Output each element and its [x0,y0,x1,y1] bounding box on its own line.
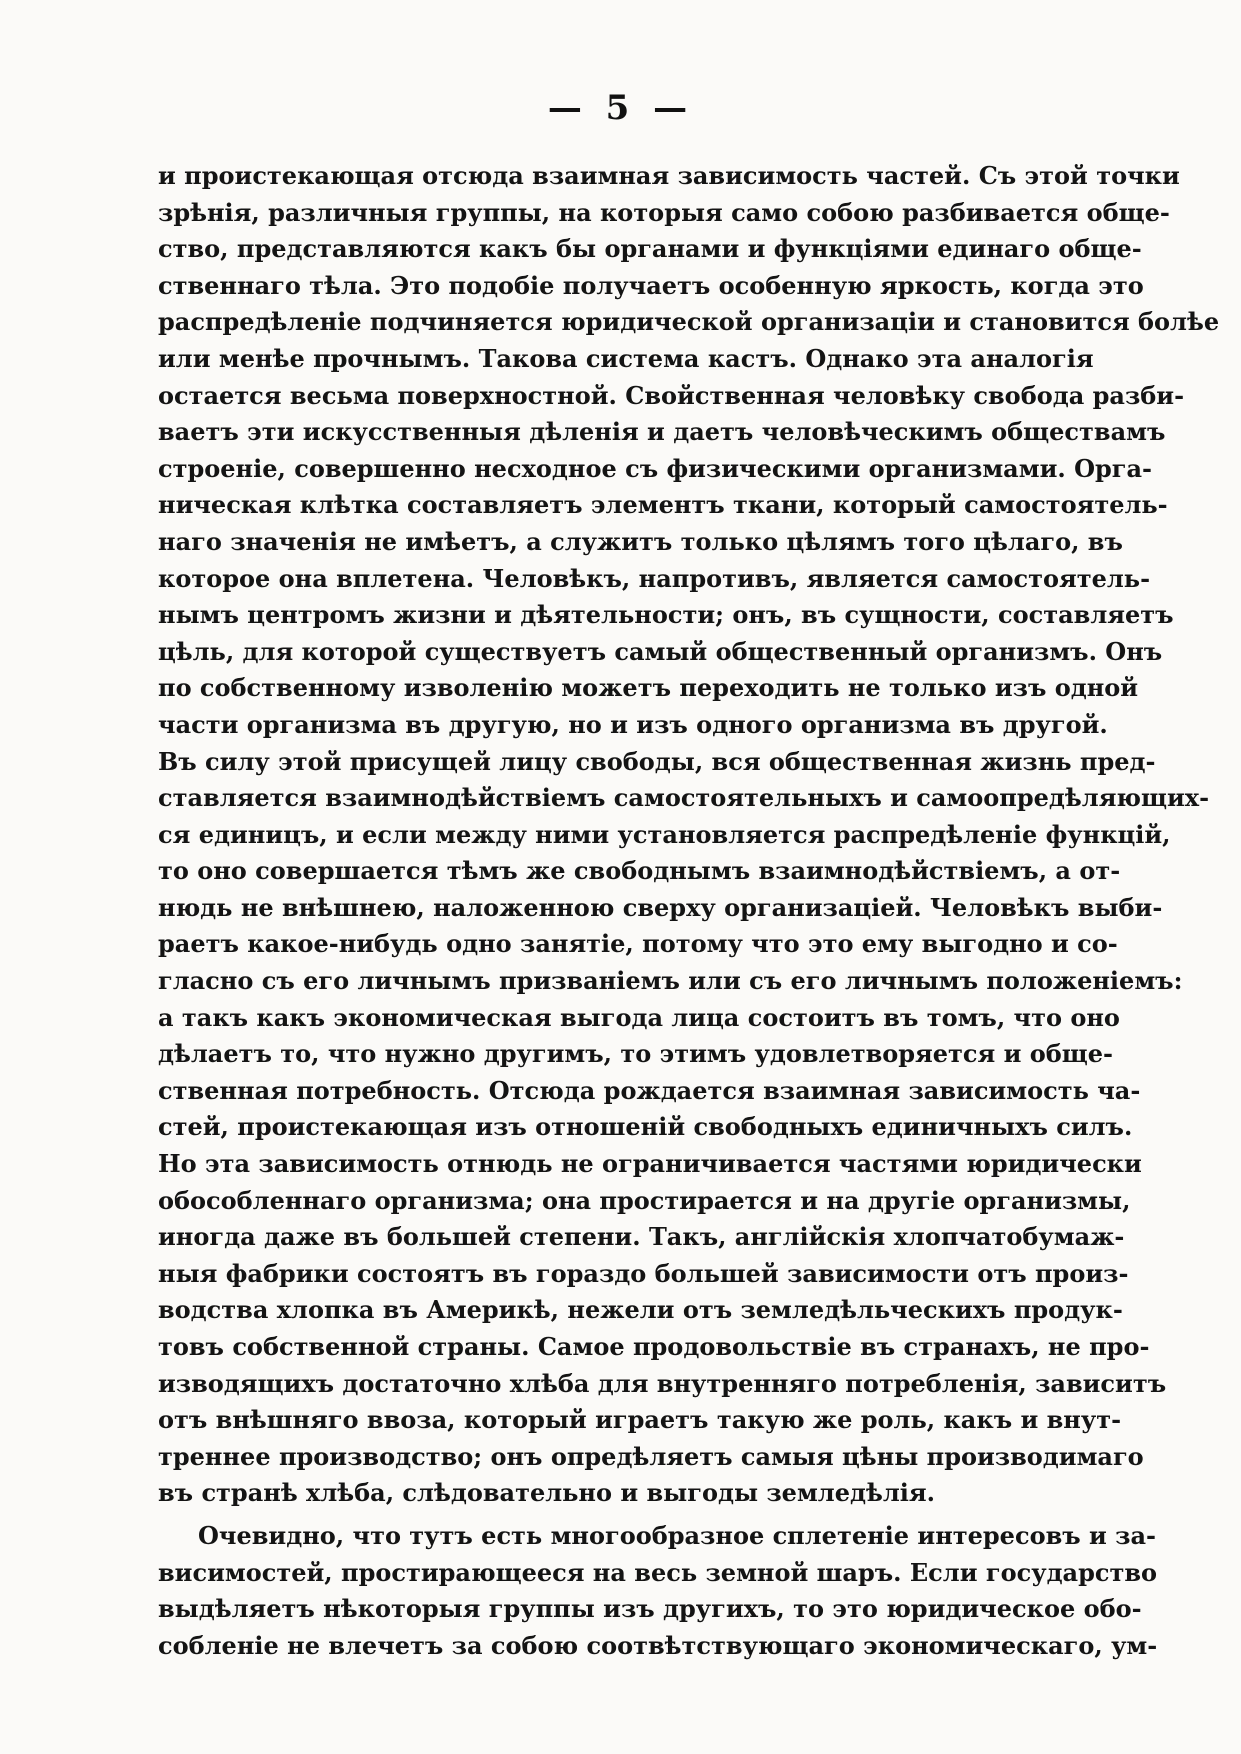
text-line: иногда даже въ большей степени. Такъ, англійскія хлопчатобумаж- [158,1222,1125,1252]
text-line: Очевидно, что тутъ есть многообразное сплетеніе интересовъ и за- [198,1520,1156,1550]
text-line: остается весьма поверхностной. Свойственная человѣку свобода разби- [158,380,1185,410]
text-line: гласно съ его личнымъ призваніемъ или съ его личнымъ положеніемъ: [158,966,1183,996]
text-line: собленіе не влечетъ за собою соотвѣтствующаго экономическаго, ум- [158,1630,1158,1660]
text-line: по собственному изволенію можетъ переходить не только изъ одной [158,673,1139,703]
text-line: изводящихъ достаточно хлѣба для внутренняго потребленія, зависитъ [158,1368,1167,1398]
text-line: ся единицъ, и если между ними установляется распредѣленіе функцій, [158,819,1171,849]
text-line: зрѣнія, различныя группы, на которыя само собою разбивается обще- [158,197,1170,227]
text-line: висимостей, простирающееся на весь земной шаръ. Если государство [158,1557,1158,1587]
text-line: ставляется взаимнодѣйствіемъ самостоятельныхъ и самоопредѣляющих- [158,783,1210,813]
text-line: нымъ центромъ жизни и дѣятельности; онъ, въ сущности, составляетъ [158,600,1174,630]
text-line: треннее производство; онъ опредѣляетъ самыя цѣны производимаго [158,1441,1144,1471]
text-line: въ странѣ хлѣба, слѣдовательно и выгоды земледѣлія. [158,1478,935,1508]
text-line: ныя фабрики состоятъ въ гораздо большей зависимости отъ произ- [158,1258,1129,1288]
text-line: наго значенія не имѣетъ, а служитъ только цѣлямъ того цѣлаго, въ [158,526,1123,556]
text-line: цѣль, для которой существуетъ самый общественный организмъ. Онъ [158,636,1163,666]
page-number: — 5 — [547,88,694,128]
text-line: и проистекающая отсюда взаимная зависимость частей. Съ этой точки [158,161,1180,190]
text-line: Въ силу этой присущей лицу свободы, вся общественная жизнь пред- [158,746,1156,776]
paragraph [158,1518,1158,1664]
text-line: выдѣляетъ нѣкоторыя группы изъ другихъ, то это юридическое обо- [158,1594,1142,1624]
text-line: части организма въ другую, но и изъ одного организма въ другой. [158,709,1108,739]
text-line: обособленнаго организма; она простирается и на другіе организмы, [158,1185,1131,1215]
text-line: раетъ какое-нибудь одно занятіе, потому что это ему выгодно и со- [158,929,1118,959]
text-line: товъ собственной страны. Самое продовольствіе въ странахъ, не про- [158,1332,1150,1361]
text-line: стей, проистекающая изъ отношеній свободныхъ единичныхъ силъ. [158,1112,1133,1142]
text-line: ственнаго тѣла. Это подобіе получаетъ особенную яркость, когда это [158,270,1144,300]
text-line: водства хлопка въ Америкѣ, нежели отъ земледѣльческихъ продук- [158,1295,1123,1325]
paragraph [158,158,1220,1512]
text-line: строеніе, совершенно несходное съ физическими организмами. Орга- [158,453,1152,483]
text-line: то оно совершается тѣмъ же свободнымъ взаимнодѣйствіемъ, а от- [158,856,1121,886]
text-line: распредѣленіе подчиняется юридической организаціи и становится болѣе [158,307,1220,337]
text-line: отъ внѣшняго ввоза, который играетъ такую же роль, какъ и внут- [158,1405,1122,1435]
text-line: ническая клѣтка составляетъ элементъ ткани, который самостоятель- [158,490,1168,520]
text-line: ство, представляются какъ бы органами и функціями единаго обще- [158,234,1142,264]
text-line: ваетъ эти искусственныя дѣленія и даетъ человѣческимъ обществамъ [158,417,1166,447]
text-line: ственная потребность. Отсюда рождается взаимная зависимость ча- [158,1075,1141,1105]
body-text [158,158,1220,1664]
text-line: которое она вплетена. Человѣкъ, напротивъ, является самостоятель- [158,563,1151,593]
text-line: или менѣе прочнымъ. Такова система кастъ. Однако эта аналогія [158,343,1094,373]
text-line: Но эта зависимость отнюдь не ограничивается частями юридически [158,1149,1142,1179]
text-line: а такъ какъ экономическая выгода лица состоитъ въ томъ, что оно [158,1002,1120,1032]
text-line: нюдь не внѣшнею, наложенною сверху организаціей. Человѣкъ выби- [158,892,1163,922]
text-line: дѣлаетъ то, что нужно другимъ, то этимъ удовлетворяется и обще- [158,1039,1113,1069]
